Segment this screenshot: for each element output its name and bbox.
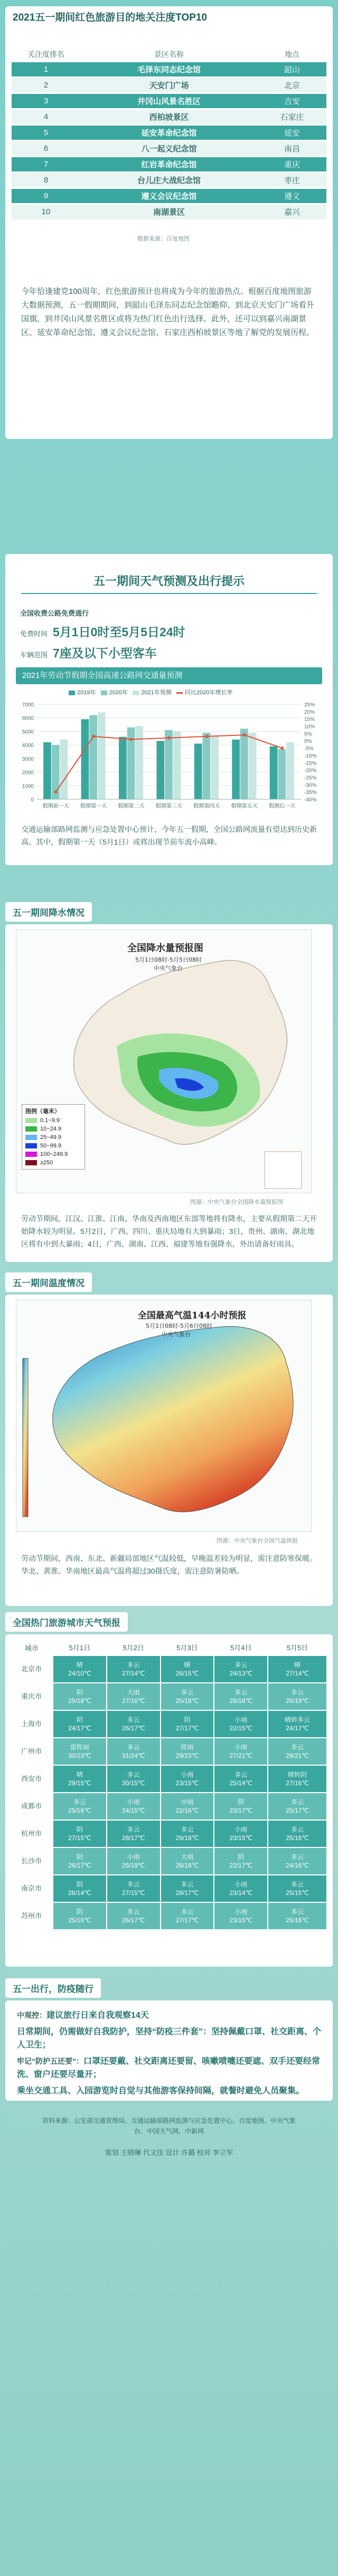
chart-bar [240,729,248,799]
chart-ytick: 0 [31,797,34,803]
forecast-header-row [11,1640,327,1655]
forecast-cell: 小雨 23/15℃ [214,1902,268,1930]
chart-legend [69,688,232,696]
forecast-city: 北京市 [11,1655,53,1683]
rain-legend-item [25,1158,81,1167]
section1-title [21,572,317,594]
rain-legend-swatch [25,1152,37,1157]
forecast-city: 上海市 [11,1710,53,1738]
forecast-cell: 多云 25/16℃ [53,1793,107,1820]
rain-heading: 五一期间降水情况 [5,902,92,922]
chart-growth-point [54,790,58,793]
rain-map-sub: 5月1日08时-5月5日08时 [135,956,202,963]
tips-line [17,2009,321,2022]
forecast-cell: 多云 25/18℃ [161,1683,214,1710]
toll-time-value: 5月1日0时至5月5日24时 [53,625,185,639]
chart-bar [203,733,211,799]
traffic-paragraph: 交通运输部路网监测与应急处置中心预计，今年五一假期，全国公路网流量有望达到历史新高。其中，假期第一天（5月1日）或将出现节前车流小高峰。 [21,825,317,846]
tips-line [17,2055,321,2081]
forecast-cell: 晴转多云 24/17℃ [268,1710,327,1738]
chart-y2tick: 20% [304,709,315,715]
forecast-cell: 阴 24/17℃ [53,1710,107,1738]
rain-legend-swatch [25,1135,37,1140]
header-rank: 关注度排名 [27,50,64,59]
forecast-cell: 多云 24/16℃ [268,1847,327,1875]
forecast-cell: 多云 26/17℃ [107,1902,161,1930]
forecast-cell: 多云 25/15℃ [268,1875,327,1902]
top10-cell-rank: 6 [12,140,80,156]
forecast-cell: 阴 22/17℃ [214,1847,268,1875]
temp-china-fill [53,1326,293,1512]
rain-paragraph: 劳动节期间，江汉、江淮、江南、华南及西南地区东部等地将有降水，主要从假期第二天开始降水较为明显。5月2日，广西、四川、重庆局地有大到暴雨；3日，贵州、湖南、湖北地区将有中到大暴雨；4日，广西、湖南、江西、福建等地有强降水，外出请备好雨具。 [21,1214,317,1248]
top10-cell-name: 西柏坡景区 [80,109,258,125]
chart-xtick: 假期第三天 [156,803,182,809]
forecast-cell: 小雨 22/15℃ [214,1710,268,1738]
top10-cell-name: 天安门广场 [80,77,258,93]
legend-2019: 2019年 [69,690,96,696]
temp-map [16,1300,312,1532]
forecast-header-d4: 5月4日 [230,1644,252,1652]
rain-legend-label: 50~99.9 [40,1143,62,1149]
chart-bar [165,730,173,799]
chart-bar [194,744,202,799]
top10-cell-name: 井冈山风景名胜区 [80,93,258,109]
forecast-cell: 多云 27/14℃ [107,1655,161,1683]
top10-table [12,49,326,219]
chart-bar [60,740,68,799]
chart-ytick: 1000 [22,783,34,790]
top10-row [12,156,326,172]
chart-growth-point [167,736,171,740]
forecast-row [11,1765,327,1793]
forecast-cell: 小雨 23/15℃ [214,1820,268,1847]
chart-bar [98,712,106,799]
forecast-city: 南京市 [11,1875,53,1902]
forecast-row [11,1875,327,1902]
forecast-cell: 多云 26/18℃ [214,1683,268,1710]
tips-line-label: 中观控： [17,2011,46,2019]
top10-cell-name: 红岩革命纪念馆 [80,156,258,172]
chart-y2tick: -10% [304,753,317,759]
header-name: 景区名称 [154,50,184,59]
chart-y2tick: 5% [304,731,312,738]
forecast-cell: 多云 25/16℃ [268,1820,327,1847]
top10-cell-rank: 7 [12,156,80,172]
top10-cell-rank: 4 [12,109,80,125]
chart-ytick: 4000 [22,743,34,749]
forecast-header-d3: 5月3日 [176,1644,198,1652]
chart-xtick: 假期第二天 [118,803,145,809]
forecast-city: 长沙市 [11,1847,53,1875]
tips-line-text: 口罩还要戴、社交距离还要留、咳嗽喷嚏还要遮、双手还要经常洗、窗户还要尽量开； [17,2057,321,2079]
forecast-row [11,1793,327,1820]
forecast-cell: 小雨 27/21℃ [214,1738,268,1765]
rain-legend-item [25,1142,81,1150]
forecast-cell: 雷阵雨 30/23℃ [53,1738,107,1765]
toll-time-row [20,623,185,640]
forecast-row [11,1655,327,1683]
chart-bar [135,726,143,799]
forecast-table [11,1640,327,1930]
forecast-cell: 多云 28/17℃ [107,1820,161,1847]
forecast-city: 重庆市 [11,1683,53,1710]
chart-y2tick: -15% [304,760,317,767]
toll-scope-value: 7座及以下小型客车 [53,646,157,660]
forecast-cell: 晴 29/15℃ [53,1765,107,1793]
forecast-cell: 阴 27/17℃ [161,1710,214,1738]
rain-legend-label: 25~49.9 [40,1134,62,1141]
top10-cell-place: 重庆 [258,156,326,172]
chart-ytick: 5000 [22,729,34,735]
top10-cell-place: 延安 [258,125,326,140]
forecast-cell: 多云 28/17℃ [161,1875,214,1902]
forecast-header-city: 城市 [24,1644,39,1652]
rain-map-title: 全国降水量预报图 [127,943,203,954]
chart-y2tick: -30% [304,782,317,789]
forecast-cell: 阴 25/18℃ [53,1683,107,1710]
temp-credit: 图源：中央气象台全国气温预报 [217,1538,298,1544]
top10-cell-rank: 3 [12,93,80,109]
legend-2021: 2021年预测 [133,690,171,696]
chart-title-banner [16,667,322,684]
temp-paragraph: 劳动节期间，西南、东北、新疆局部地区气温较低，早晚温差较为明显，需注意防寒保暖。华北、黄淮、华南地区最高气温将超过30摄氏度，需注意防暑防晒。 [21,1554,317,1575]
temp-scale-bar [23,1358,28,1517]
top10-cell-place: 北京 [258,77,326,93]
rain-map-org: 中央气象台 [154,965,183,972]
chart-bar [89,715,97,799]
chart-bar [278,749,286,799]
forecast-cell: 大雨 27/16℃ [107,1683,161,1710]
forecast-cell: 多云 26/19℃ [268,1683,327,1710]
chart-y2tick: 25% [304,702,315,708]
forecast-row [11,1820,327,1847]
forecast-cell: 小雨 23/15℃ [161,1765,214,1793]
rain-legend-swatch [25,1143,37,1148]
chart-bar [173,731,181,799]
forecast-cell: 阴 25/16℃ [53,1902,107,1930]
forecast-city: 苏州市 [11,1902,53,1930]
top10-cell-name: 南湖景区 [80,204,258,219]
chart-y2tick: -25% [304,775,317,781]
tips-line [17,2084,321,2098]
tips-line-text: 建议旅行日来自我观察14天 [46,2011,149,2020]
tips-heading: 五一出行，防疫随行 [5,1978,101,1998]
forecast-cell: 多云 25/14℃ [214,1765,268,1793]
chart-y2tick: 0% [304,739,312,745]
top10-cell-rank: 1 [12,61,80,77]
chart-title: 2021年劳动节假期全国高速公路网交通量预测 [22,671,183,680]
tips-line-label: 牢记“防护五还要”： [17,2057,83,2065]
temp-heading: 五一期间温度情况 [5,1272,92,1292]
chart-growth-point [92,735,95,738]
tips-card [5,2000,333,2101]
chart-y2tick: -20% [304,768,317,774]
chart-bar [249,733,257,799]
south-sea-inset [265,1152,302,1189]
top10-paragraph: 今年恰逢建党100周年，红色旅游预计也将成为今年的旅游热点。根据百度地图旅游大数据预测，五一假期期间，到韶山毛泽东同志纪念馆瞻仰、到北京天安门广场看升国旗，到井冈山风景名胜区或将为热门红色出行选择。此外，还可以到嘉兴南湖景区、延安革命纪念馆、遵义会议纪念馆、石家庄西柏坡景区等地了解党的发展历程。 [21,287,315,337]
forecast-row [11,1738,327,1765]
footer-credits: 策划 王晓琳 代文佳 设计 许璐 校对 李立军 [105,2149,233,2157]
top10-row [12,61,326,77]
chart-bar [81,719,89,799]
forecast-cell: 多云 24/13℃ [214,1655,268,1683]
top10-cell-rank: 9 [12,188,80,204]
rain-legend-swatch [25,1118,37,1123]
rain-legend-item [25,1125,81,1133]
forecast-row [11,1710,327,1738]
forecast-cell: 多云 28/21℃ [268,1738,327,1765]
chart-ytick: 2000 [22,770,34,776]
forecast-header-d5: 5月5日 [286,1644,308,1652]
forecast-cell: 中雨 22/16℃ [161,1793,214,1820]
forecast-cell: 晴 24/10℃ [53,1655,107,1683]
forecast-cell: 小雨 23/14℃ [214,1875,268,1902]
toll-scope-label: 车辆范围 [20,651,48,659]
forecast-city: 西安市 [11,1765,53,1793]
chart-xtick: 假期第四天 [193,803,220,809]
chart-growth-point [205,735,208,738]
forecast-cell: 阴 23/17℃ [214,1793,268,1820]
top10-cell-place: 嘉兴 [258,204,326,219]
rain-legend-item [25,1133,81,1142]
top10-row [12,109,326,125]
top10-row [12,77,326,93]
forecast-cell: 多云 25/16℃ [268,1902,327,1930]
forecast-cell: 小雨 25/19℃ [107,1847,161,1875]
chart-growth-point [243,733,246,736]
chart-bar [286,742,294,799]
chart-y2tick: -5% [304,746,314,752]
top10-cell-rank: 5 [12,125,80,140]
chart-bar [211,735,219,799]
header-place: 地点 [285,50,299,59]
top10-source: 数据来源：百度地图 [137,236,190,242]
forecast-cell: 阴 26/14℃ [53,1875,107,1902]
chart-growth-point [130,738,133,741]
top10-cell-place: 韶山 [258,61,326,77]
rain-legend-label: 0.1~9.9 [40,1117,60,1124]
forecast-cell: 多云 26/17℃ [107,1710,161,1738]
forecast-cell: 多云 31/24℃ [107,1738,161,1765]
chart-bar [270,746,278,799]
toll-title: 全国收费公路免费通行 [20,609,89,617]
forecast-cell: 多云 30/15℃ [107,1765,161,1793]
tips-line-text: 日常期间，仍需做好自我防护，坚持“防疫三件套”：坚持佩戴口罩、社交距离、个人卫生； [17,2027,322,2050]
rain-legend-label: 100~249.9 [40,1151,68,1157]
forecast-cell: 晴 26/15℃ [161,1655,214,1683]
top10-cell-place: 吉安 [258,93,326,109]
chart-xtick: 假期前一天 [42,803,69,809]
top10-cell-rank: 2 [12,77,80,93]
top10-cell-name: 八一起义纪念馆 [80,140,258,156]
chart-y2tick: -40% [304,797,317,803]
chart-xtick: 假期后一天 [269,803,296,809]
top10-cell-place: 枣庄 [258,172,326,188]
forecast-cell: 大雨 26/18℃ [161,1847,214,1875]
forecast-city: 杭州市 [11,1820,53,1847]
rain-legend [22,1104,85,1170]
forecast-cell: 小雨 24/15℃ [107,1793,161,1820]
top10-cell-name: 台儿庄大战纪念馆 [80,172,258,188]
temp-map-graphic [16,1300,312,1532]
forecast-cell: 多云 25/17℃ [268,1793,327,1820]
toll-time-label: 免费时间 [20,630,48,638]
chart-bar [156,741,164,799]
top10-row [12,93,326,109]
forecast-city: 广州市 [11,1738,53,1765]
chart-ytick: 6000 [22,715,34,722]
top10-title: 2021五一期间红色旅游目的地关注度TOP10 [13,12,208,23]
temp-map-title: 全国最高气温144小时预报 [138,1310,247,1321]
chart-bar [232,740,240,799]
chart-growth-point [280,746,284,750]
rain-map [16,930,312,1193]
forecast-header-d1: 5月1日 [69,1644,91,1652]
legend-2020: 2020年 [101,690,128,696]
top10-cell-place: 石家庄 [258,109,326,125]
temp-map-sub: 5月1日08时-5月6日08时 [146,1323,212,1329]
top10-cell-name: 毛泽东同志纪念馆 [80,61,258,77]
top10-header-row [12,49,326,61]
top10-row [12,172,326,188]
chart-ytick: 3000 [22,756,34,762]
rain-legend-swatch [25,1126,37,1132]
top10-row [12,125,326,140]
top10-cell-rank: 8 [12,172,80,188]
chart-y2tick: 10% [304,724,315,730]
forecast-cell: 阵雨 29/23℃ [161,1738,214,1765]
rain-legend-item [25,1150,81,1158]
forecast-row [11,1847,327,1875]
forecast-cell: 多云 27/17℃ [161,1902,214,1930]
top10-cell-place: 南昌 [258,140,326,156]
top10-cell-name: 延安革命纪念馆 [80,125,258,140]
rain-legend-label: 10~24.9 [40,1126,62,1132]
forecast-city: 成都市 [11,1793,53,1820]
rain-legend-title: 图例（毫米） [25,1108,60,1115]
top10-row [12,140,326,156]
chart-bar [119,737,127,799]
toll-scope-row [20,644,157,661]
section1-title-text: 五一期间天气预测及出行提示 [93,574,245,588]
chart-xtick: 假期第一天 [80,803,107,809]
forecast-cell: 阴 26/17℃ [53,1847,107,1875]
chart-ytick: 7000 [22,702,34,708]
rain-legend-item [25,1116,81,1125]
chart-bar [43,742,51,799]
traffic-chart [11,696,327,818]
forecast-row [11,1683,327,1710]
forecast-cell: 晴 27/14℃ [268,1655,327,1683]
temp-map-org: 中央气象台 [162,1331,191,1338]
forecast-cell: 多云 27/15℃ [107,1875,161,1902]
forecast-row [11,1902,327,1930]
chart-y2tick: -35% [304,790,317,796]
legend-growth: 同比2020年增长率 [176,690,232,696]
chart-xtick: 假期第五天 [231,803,258,809]
top10-row [12,204,326,219]
rain-legend-swatch [25,1160,37,1165]
forecast-cell: 晴转阴 27/16℃ [268,1765,327,1793]
chart-y2tick: 15% [304,716,315,723]
forecast-heading: 全国热门旅游城市天气预报 [5,1612,128,1632]
rain-legend-label: ≥250 [40,1160,53,1166]
tips-line [17,2025,321,2052]
forecast-header-d2: 5月2日 [123,1644,144,1652]
top10-row [12,188,326,204]
tips-line-text: 乘坐交通工具、入园游览时自觉与其他游客保持间隔，就餐时避免人员聚集。 [17,2086,305,2095]
forecast-cell: 阴 27/15℃ [53,1820,107,1847]
footer-sources: 资料来源：公安部交通管理局、交通运输部路网监测与应急处置中心、百度地图、中央气象台、中国天气网、中新网 [42,2117,296,2135]
top10-cell-name: 遵义会议纪念馆 [80,188,258,204]
forecast-cell: 多云 29/18℃ [161,1820,214,1847]
top10-cell-place: 遵义 [258,188,326,204]
top10-cell-rank: 10 [12,204,80,219]
rain-credit: 图源：中央气象台全国降水量预报图 [190,1199,283,1205]
